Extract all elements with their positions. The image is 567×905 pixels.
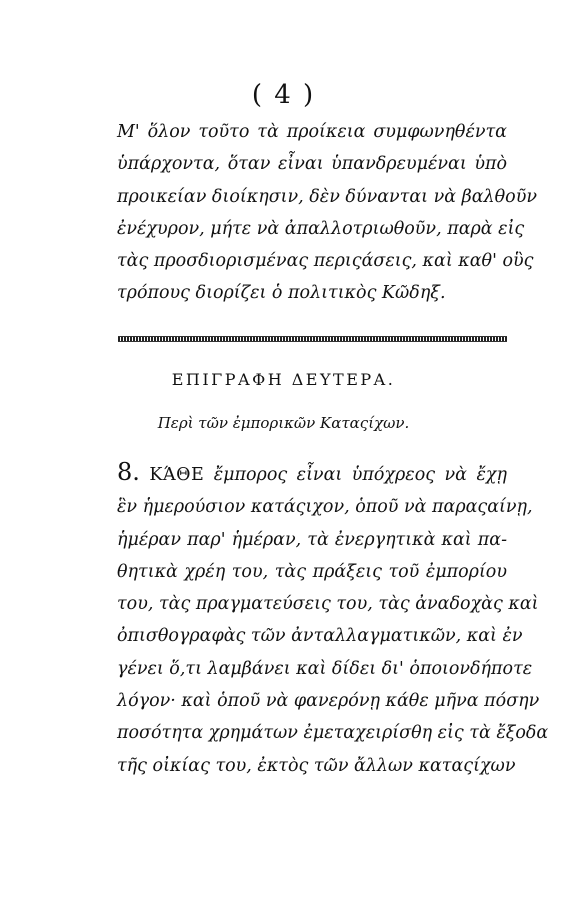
ornamental-divider <box>118 336 507 342</box>
paragraph-line: του, τὰς πραγματεύσεις του, τὰς ἀναδοχὰς καὶ <box>117 594 539 615</box>
paragraph-line: θητικὰ χρέη του, τὰς πράξεις τοῦ ἐμπορίου <box>117 561 507 582</box>
article-first-line <box>117 456 507 491</box>
article-lead-word: ΚΆΘΕ <box>149 465 205 485</box>
paragraph-line: τρόπους διορίζει ὁ πολιτικὸς Κῶδηξ. <box>117 283 446 304</box>
paragraph-line: ὑπάρχοντα, ὅταν εἶναι ὑπανδρευμέναι ὑπὸ <box>117 154 507 175</box>
article-first-line-text: ἔμπορος εἶναι ὑπόχρεος νὰ ἔχῃ <box>213 465 507 485</box>
paragraph-line: τῆς οἰκίας του, ἐκτὸς τῶν ἄλλων καταςίχων <box>117 755 516 776</box>
paragraph-line: ἐνέχυρον, μήτε νὰ ἀπαλλοτριωθοῦν, παρὰ εἰς <box>117 218 525 239</box>
paragraph-line: ἡμέραν παρ' ἡμέραν, τὰ ἐνεργητικὰ καὶ πα- <box>117 529 507 550</box>
paragraph-line: ποσότητα χρημάτων ἐμεταχειρίσθη εἰς τὰ ἔξοδα <box>117 723 549 744</box>
article-number: 8. <box>117 458 140 486</box>
article-paragraph <box>117 456 549 782</box>
paragraph-line: Μ' ὅλον τοῦτο τὰ προίκεια συμφωνηθέντα <box>117 122 507 142</box>
paragraph-line: ὀπισθογραφὰς τῶν ἀνταλλαγματικῶν, καὶ ἐν <box>117 626 523 647</box>
paragraph-line: τὰς προσδιορισμένας περιςάσεις, καὶ καθ' οὓς <box>117 251 534 272</box>
paragraph-line: λόγον· καὶ ὁποῦ νὰ φανερόνῃ κάθε μῆνα πόσην <box>117 691 540 712</box>
top-paragraph <box>117 116 537 310</box>
paragraph-line: ἓν ἡμερούσιον κατάςιχον, ὁποῦ νὰ παραςαίνῃ, <box>117 497 533 518</box>
paragraph-line: προικείαν διοίκησιν, δὲν δύνανται νὰ βαλθοῦν <box>117 186 537 207</box>
section-heading: ΕΠΙΓΡΑΦΗ ΔΕΥΤΕΡΑ. <box>171 370 396 389</box>
page-number: ( 4 ) <box>251 80 316 110</box>
paragraph-line: γένει ὅ,τι λαμβάνει καὶ δίδει δι' ὁποιονδήποτε <box>117 658 533 679</box>
section-subheading: Περὶ τῶν ἐμπορικῶν Καταςίχων. <box>157 414 410 432</box>
